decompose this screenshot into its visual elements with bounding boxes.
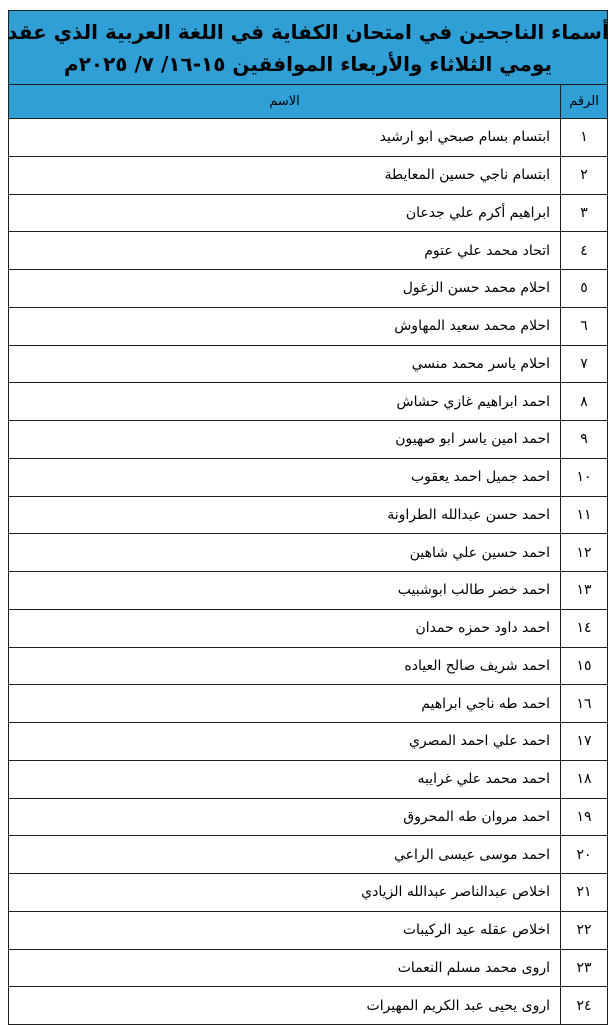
row-number: ١٣	[561, 572, 608, 610]
row-number: ١٦	[561, 685, 608, 723]
row-name: احمد جميل احمد يعقوب	[9, 458, 561, 496]
table-header-row	[9, 85, 608, 119]
row-number: ٢٠	[561, 836, 608, 874]
table-row	[9, 647, 608, 685]
row-number: ١٥	[561, 647, 608, 685]
row-name: احلام محمد حسن الزغول	[9, 270, 561, 308]
row-name: احمد محمد علي غرايبه	[9, 760, 561, 798]
table-row	[9, 383, 608, 421]
table-row	[9, 723, 608, 761]
row-number: ١١	[561, 496, 608, 534]
title-banner	[8, 10, 608, 84]
row-name: اخلاص عقله عيد الركيبات	[9, 911, 561, 949]
table-row	[9, 232, 608, 270]
table-row	[9, 987, 608, 1025]
row-name: احلام محمد سعيد المهاوش	[9, 307, 561, 345]
row-name: احمد علي احمد المصري	[9, 723, 561, 761]
row-number: ٢٣	[561, 949, 608, 987]
row-name: احمد ابراهيم غازي حشاش	[9, 383, 561, 421]
column-header-number: الرقم	[561, 85, 608, 119]
table-row	[9, 949, 608, 987]
row-name: اخلاص عبدالناصر عبدالله الزيادي	[9, 874, 561, 912]
table-row	[9, 609, 608, 647]
table-body	[9, 119, 608, 1025]
row-name: ابتسام ناجي حسين المعايطة	[9, 156, 561, 194]
row-number: ١٢	[561, 534, 608, 572]
row-name: احمد حسين علي شاهين	[9, 534, 561, 572]
column-header-name: الاسم	[9, 85, 561, 119]
results-sheet	[8, 10, 608, 1025]
table-row	[9, 345, 608, 383]
row-number: ١٨	[561, 760, 608, 798]
table-row	[9, 119, 608, 157]
row-name: ابتسام بسام صبحي ابو ارشيد	[9, 119, 561, 157]
row-number: ١	[561, 119, 608, 157]
table-row	[9, 874, 608, 912]
row-name: احمد شريف صالح العياده	[9, 647, 561, 685]
row-number: ٢١	[561, 874, 608, 912]
table-row	[9, 534, 608, 572]
table-row	[9, 572, 608, 610]
row-name: احمد داود حمزه حمدان	[9, 609, 561, 647]
results-table	[8, 84, 608, 1025]
table-row	[9, 194, 608, 232]
row-number: ١٩	[561, 798, 608, 836]
row-number: ١٤	[561, 609, 608, 647]
table-row	[9, 496, 608, 534]
row-name: احمد طه ناجي ابراهيم	[9, 685, 561, 723]
row-number: ١٠	[561, 458, 608, 496]
row-number: ٢٢	[561, 911, 608, 949]
row-number: ٨	[561, 383, 608, 421]
row-name: اروى يحيى عبد الكريم المهيرات	[9, 987, 561, 1025]
page-title-line-2: يومي الثلاثاء والأربعاء الموافقين ١٥-١٦/ ٧/ ٢٠٢٥م	[64, 51, 552, 76]
table-row	[9, 156, 608, 194]
row-name: احمد امين ياسر ابو صهيون	[9, 421, 561, 459]
row-number: ١٧	[561, 723, 608, 761]
table-row	[9, 458, 608, 496]
row-number: ٢	[561, 156, 608, 194]
row-name: احمد موسى عيسى الراعي	[9, 836, 561, 874]
row-name: احلام ياسر محمد منسي	[9, 345, 561, 383]
table-row	[9, 685, 608, 723]
table-row	[9, 911, 608, 949]
row-number: ٤	[561, 232, 608, 270]
row-name: اروى محمد مسلم النعمات	[9, 949, 561, 987]
row-name: ابراهيم أكرم علي جدعان	[9, 194, 561, 232]
table-row	[9, 836, 608, 874]
table-row	[9, 307, 608, 345]
page-title-line-1: أسماء الناجحين في امتحان الكفاية في اللغة العربية الذي عقد	[7, 19, 609, 44]
row-name: احمد خضر طالب ابوشبيب	[9, 572, 561, 610]
row-number: ٩	[561, 421, 608, 459]
row-number: ٥	[561, 270, 608, 308]
row-number: ٣	[561, 194, 608, 232]
row-number: ٧	[561, 345, 608, 383]
row-number: ٦	[561, 307, 608, 345]
row-name: اتحاد محمد علي عتوم	[9, 232, 561, 270]
table-row	[9, 421, 608, 459]
row-number: ٢٤	[561, 987, 608, 1025]
table-row	[9, 760, 608, 798]
row-name: احمد مروان طه المحروق	[9, 798, 561, 836]
table-row	[9, 270, 608, 308]
table-row	[9, 798, 608, 836]
row-name: احمد حسن عبدالله الطراونة	[9, 496, 561, 534]
